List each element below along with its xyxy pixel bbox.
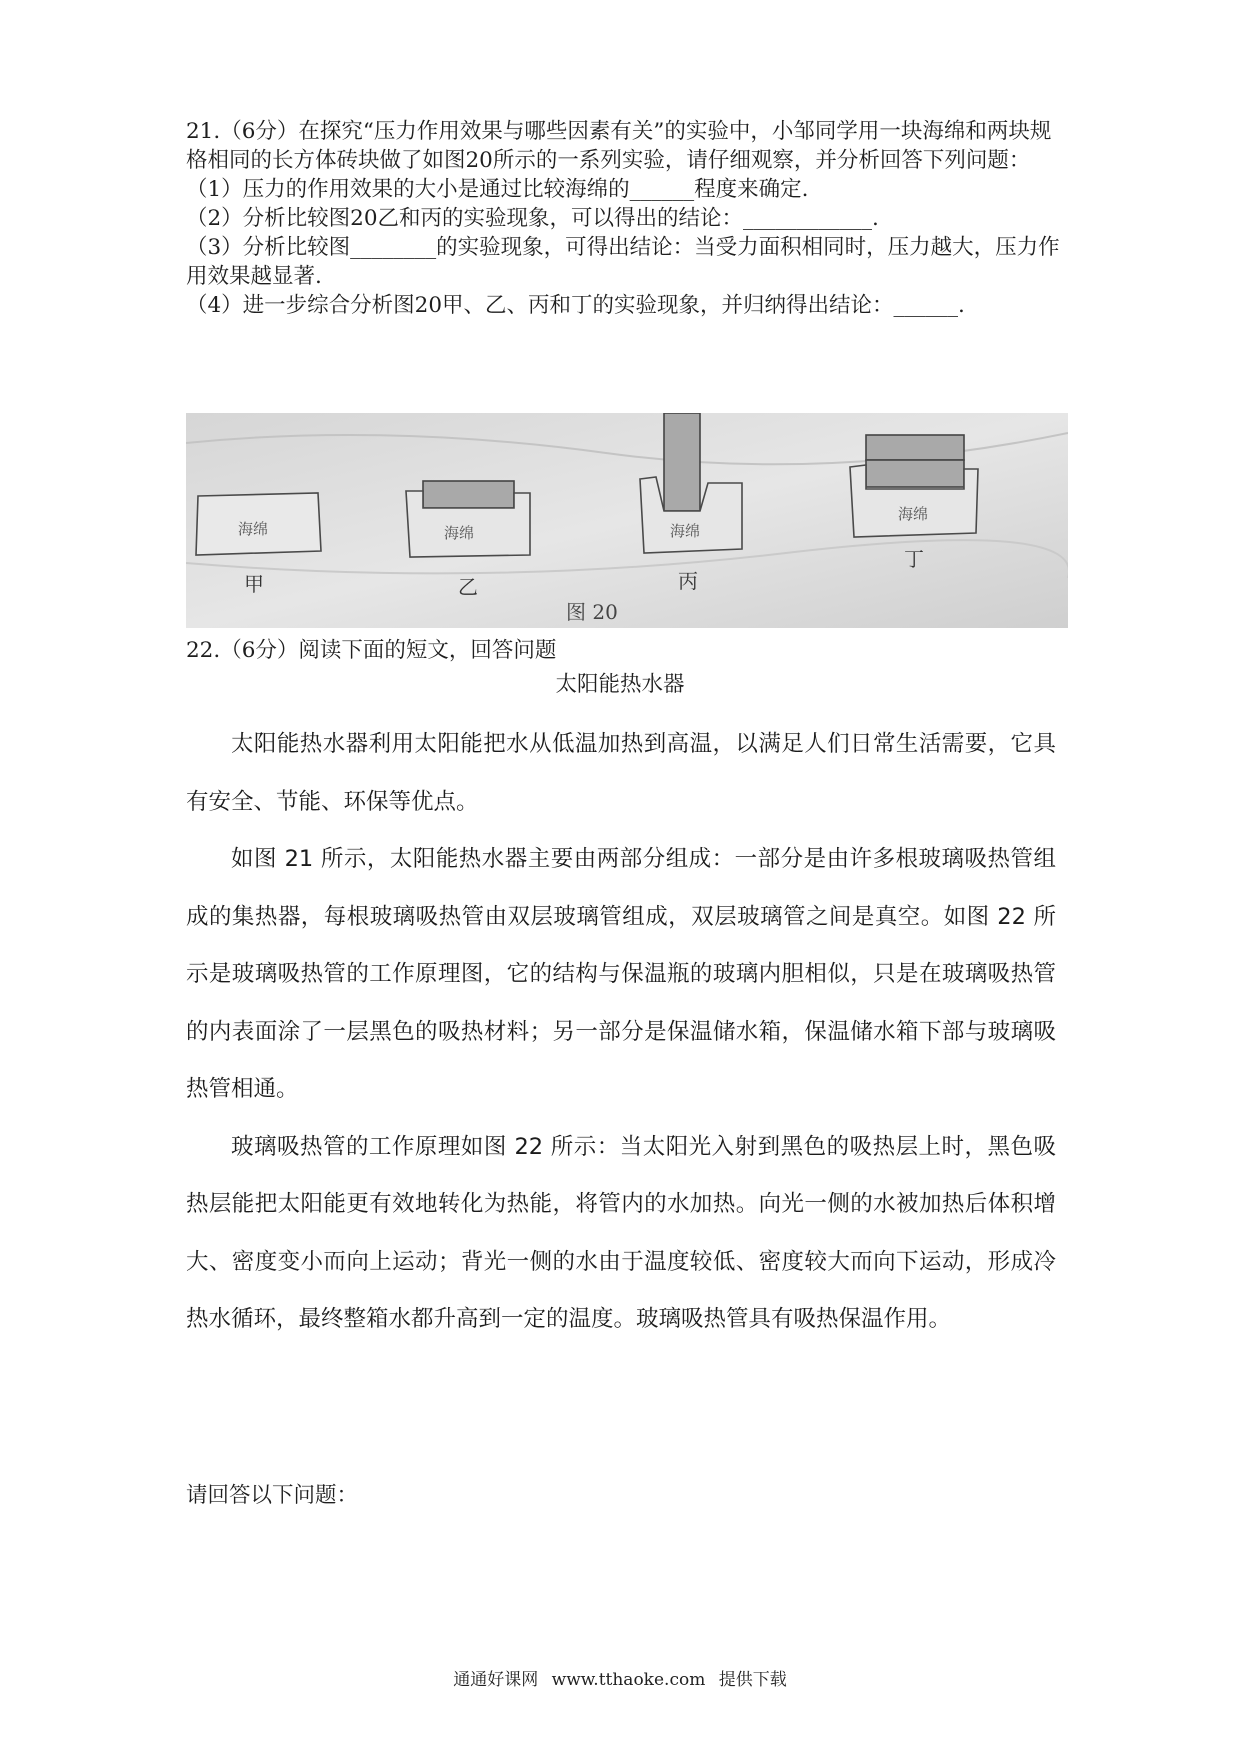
article-paragraph-1: 太阳能热水器利用太阳能把水从低温加热到高温，以满足人们日常生活需要，它具有安全、节能、环保等优点。 — [186, 731, 1056, 815]
footer — [0, 1665, 1240, 1690]
panel-label-bing: 丙 — [678, 569, 698, 593]
answer-prompt: 请回答以下问题： — [186, 1483, 359, 1508]
sponge-label-ding: 海绵 — [898, 505, 929, 523]
article-body — [186, 716, 1056, 1349]
panel-label-yi: 乙 — [458, 575, 478, 599]
footer-note: 提供下载 — [718, 1670, 787, 1690]
sponge-label-bing: 海绵 — [670, 522, 701, 540]
question-22-stem: 22.（6分）阅读下面的短文，回答问题 — [186, 638, 557, 663]
footer-site-name: 通通好课网 — [453, 1670, 539, 1690]
sponge-label-yi: 海绵 — [444, 524, 475, 542]
figure-20-photo — [186, 413, 1068, 628]
question-21 — [186, 117, 1066, 320]
panel-label-jia: 甲 — [244, 572, 264, 596]
sponge-label-jia: 海绵 — [238, 520, 269, 538]
article-paragraph-2: 如图 21 所示，太阳能热水器主要由两部分组成：一部分是由许多根玻璃吸热管组成的集热器，每根玻璃吸热管由双层玻璃管组成，双层玻璃管之间是真空。如图 22 所示是玻璃吸热管的工作原理图，它的结构与保温瓶的玻璃内胆相似，只是在玻璃吸热管的内表面涂了一层黑色的吸热材料；另一部分是保温储水箱，保温储水箱下部与玻璃吸热管相通。 — [186, 846, 1056, 1102]
question-21-item-4: （4）进一步综合分析图20甲、乙、丙和丁的实验现象，并归纳得出结论：______. — [186, 293, 965, 318]
question-21-item-3: （3）分析比较图________的实验现象，可得出结论：当受力面积相同时，压力越大，压力作用效果越显著. — [186, 235, 1060, 289]
footer-url[interactable]: www.tthaoke.com — [551, 1670, 706, 1690]
question-21-item-1: （1）压力的作用效果的大小是通过比较海绵的______程度来确定. — [186, 177, 809, 202]
figure-20-caption: 图 20 — [566, 600, 618, 624]
question-21-stem: 21.（6分）在探究“压力作用效果与哪些因素有关”的实验中，小邹同学用一块海绵和两块规格相同的长方体砖块做了如图20所示的一系列实验，请仔细观察，并分析回答下列问题： — [186, 119, 1052, 173]
article-paragraph-3: 玻璃吸热管的工作原理如图 22 所示：当太阳光入射到黑色的吸热层上时，黑色吸热层能把太阳能更有效地转化为热能，将管内的水加热。向光一侧的水被加热后体积增大、密度变小而向上运动；背光一侧的水由于温度较低、密度较大而向下运动，形成冷热水循环，最终整箱水都升高到一定的温度。玻璃吸热管具有吸热保温作用。 — [186, 1133, 1056, 1332]
article-title: 太阳能热水器 — [555, 672, 685, 697]
question-21-item-2: （2）分析比较图20乙和丙的实验现象，可以得出的结论：____________. — [186, 206, 879, 231]
panel-label-ding: 丁 — [904, 547, 924, 571]
